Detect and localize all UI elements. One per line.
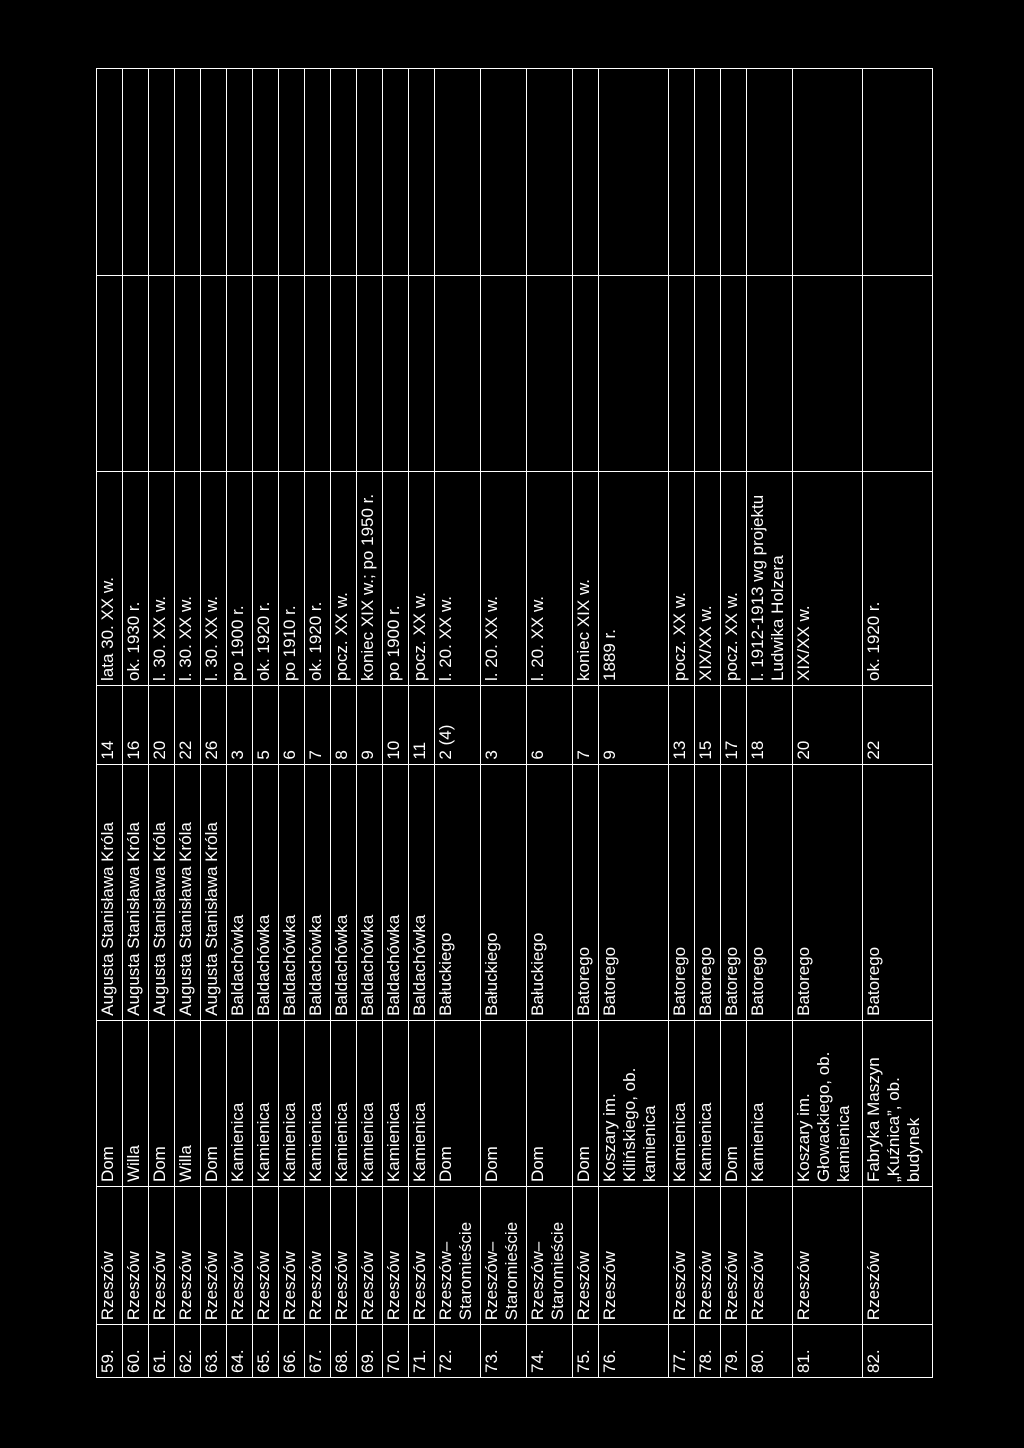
row-number: 70. [383, 1325, 409, 1378]
empty-cell [599, 276, 669, 472]
row-town: Rzeszów [573, 1187, 599, 1325]
row-house-number: 18 [747, 686, 793, 765]
row-number: 82. [863, 1325, 933, 1378]
row-street: Baldachówka [383, 764, 409, 1020]
row-object-type: Dom [721, 1020, 747, 1186]
row-house-number: 3 [481, 686, 527, 765]
row-dating: l. 30. XX w. [175, 472, 201, 686]
row-number: 64. [227, 1325, 253, 1378]
row-dating: l. 30. XX w. [201, 472, 227, 686]
empty-cell [97, 276, 123, 472]
empty-cell [863, 69, 933, 276]
table-row [721, 69, 747, 1378]
empty-cell [149, 276, 175, 472]
row-dating: l. 20. XX w. [481, 472, 527, 686]
row-street: Augusta Stanisława Króla [149, 764, 175, 1020]
row-town: Rzeszów [253, 1187, 279, 1325]
row-street: Bałuckiego [527, 764, 573, 1020]
empty-cell [201, 276, 227, 472]
table-row [669, 69, 695, 1378]
empty-cell [599, 69, 669, 276]
row-dating: ok. 1920 r. [305, 472, 331, 686]
table-row [409, 69, 435, 1378]
row-street: Batorego [721, 764, 747, 1020]
empty-cell [305, 276, 331, 472]
row-house-number: 22 [175, 686, 201, 765]
row-house-number: 15 [695, 686, 721, 765]
row-object-type: Dom [201, 1020, 227, 1186]
row-number: 59. [97, 1325, 123, 1378]
row-house-number: 16 [123, 686, 149, 765]
table-row [357, 69, 383, 1378]
row-number: 74. [527, 1325, 573, 1378]
row-house-number: 11 [409, 686, 435, 765]
row-house-number: 22 [863, 686, 933, 765]
table-row [253, 69, 279, 1378]
row-house-number: 6 [527, 686, 573, 765]
table-row [331, 69, 357, 1378]
empty-cell [695, 276, 721, 472]
row-street: Baldachówka [227, 764, 253, 1020]
empty-cell [669, 276, 695, 472]
row-street: Batorego [793, 764, 863, 1020]
table-row [481, 69, 527, 1378]
row-object-type: Kamienica [227, 1020, 253, 1186]
row-number: 72. [435, 1325, 481, 1378]
row-street: Baldachówka [331, 764, 357, 1020]
row-town: Rzeszów [721, 1187, 747, 1325]
table-row [599, 69, 669, 1378]
empty-cell [793, 69, 863, 276]
empty-cell [305, 69, 331, 276]
table-row [227, 69, 253, 1378]
row-street: Augusta Stanisława Króla [175, 764, 201, 1020]
row-town: Rzeszów [305, 1187, 331, 1325]
row-house-number: 5 [253, 686, 279, 765]
row-dating: ok. 1920 r. [253, 472, 279, 686]
row-object-type: Kamienica [253, 1020, 279, 1186]
empty-cell [175, 69, 201, 276]
row-object-type: Kamienica [357, 1020, 383, 1186]
row-object-type: Koszary im. Kilińskiego, ob. kamienica [599, 1020, 669, 1186]
row-house-number: 9 [599, 686, 669, 765]
row-number: 68. [331, 1325, 357, 1378]
row-street: Batorego [573, 764, 599, 1020]
row-dating: l. 30. XX w. [149, 472, 175, 686]
monument-register-table [96, 68, 922, 1378]
empty-cell [253, 276, 279, 472]
row-number: 61. [149, 1325, 175, 1378]
empty-cell [331, 276, 357, 472]
row-street: Augusta Stanisława Króla [201, 764, 227, 1020]
row-town: Rzeszów [599, 1187, 669, 1325]
empty-cell [357, 276, 383, 472]
row-object-type: Kamienica [695, 1020, 721, 1186]
empty-cell [669, 69, 695, 276]
row-street: Batorego [747, 764, 793, 1020]
row-object-type: Kamienica [409, 1020, 435, 1186]
row-object-type: Kamienica [331, 1020, 357, 1186]
row-number: 60. [123, 1325, 149, 1378]
row-number: 66. [279, 1325, 305, 1378]
row-street: Batorego [599, 764, 669, 1020]
empty-cell [863, 276, 933, 472]
row-dating: koniec XIX w.; po 1950 r. [357, 472, 383, 686]
row-object-type: Kamienica [305, 1020, 331, 1186]
table-row [279, 69, 305, 1378]
empty-cell [793, 276, 863, 472]
empty-cell [357, 69, 383, 276]
row-house-number: 7 [305, 686, 331, 765]
empty-cell [747, 69, 793, 276]
row-object-type: Kamienica [383, 1020, 409, 1186]
table-row [573, 69, 599, 1378]
row-object-type: Dom [481, 1020, 527, 1186]
row-town: Rzeszów [123, 1187, 149, 1325]
row-object-type: Kamienica [747, 1020, 793, 1186]
register-table-body [97, 69, 933, 1378]
row-number: 81. [793, 1325, 863, 1378]
table-row [383, 69, 409, 1378]
row-number: 75. [573, 1325, 599, 1378]
row-house-number: 26 [201, 686, 227, 765]
row-object-type: Dom [435, 1020, 481, 1186]
row-street: Batorego [669, 764, 695, 1020]
row-street: Batorego [863, 764, 933, 1020]
table-row [747, 69, 793, 1378]
row-town: Rzeszów [97, 1187, 123, 1325]
row-street: Baldachówka [357, 764, 383, 1020]
empty-cell [253, 69, 279, 276]
empty-cell [409, 276, 435, 472]
table-row [305, 69, 331, 1378]
table-row [793, 69, 863, 1378]
row-number: 73. [481, 1325, 527, 1378]
row-dating: 1889 r. [599, 472, 669, 686]
row-house-number: 8 [331, 686, 357, 765]
row-house-number: 10 [383, 686, 409, 765]
row-number: 62. [175, 1325, 201, 1378]
row-dating: pocz. XX w. [331, 472, 357, 686]
row-number: 63. [201, 1325, 227, 1378]
row-house-number: 20 [149, 686, 175, 765]
row-number: 69. [357, 1325, 383, 1378]
table-row [863, 69, 933, 1378]
row-town: Rzeszów [669, 1187, 695, 1325]
empty-cell [573, 69, 599, 276]
row-house-number: 9 [357, 686, 383, 765]
row-object-type: Kamienica [279, 1020, 305, 1186]
table-row [527, 69, 573, 1378]
empty-cell [695, 69, 721, 276]
row-dating: XIX/XX w. [793, 472, 863, 686]
empty-cell [527, 69, 573, 276]
row-town: Rzeszów– Staromieście [481, 1187, 527, 1325]
row-object-type: Kamienica [669, 1020, 695, 1186]
row-dating: po 1900 r. [383, 472, 409, 686]
empty-cell [721, 69, 747, 276]
row-town: Rzeszów [863, 1187, 933, 1325]
row-number: 71. [409, 1325, 435, 1378]
row-town: Rzeszów [383, 1187, 409, 1325]
row-street: Baldachówka [305, 764, 331, 1020]
row-dating: XIX/XX w. [695, 472, 721, 686]
empty-cell [279, 69, 305, 276]
row-house-number: 2 (4) [435, 686, 481, 765]
register-table [96, 68, 933, 1378]
table-row [435, 69, 481, 1378]
row-street: Augusta Stanisława Króla [97, 764, 123, 1020]
row-number: 76. [599, 1325, 669, 1378]
row-town: Rzeszów [227, 1187, 253, 1325]
row-house-number: 17 [721, 686, 747, 765]
empty-cell [123, 276, 149, 472]
empty-cell [175, 276, 201, 472]
row-town: Rzeszów [149, 1187, 175, 1325]
empty-cell [123, 69, 149, 276]
row-town: Rzeszów [793, 1187, 863, 1325]
row-street: Baldachówka [253, 764, 279, 1020]
row-house-number: 3 [227, 686, 253, 765]
row-town: Rzeszów [695, 1187, 721, 1325]
row-number: 65. [253, 1325, 279, 1378]
row-town: Rzeszów [409, 1187, 435, 1325]
empty-cell [573, 276, 599, 472]
row-dating: koniec XIX w. [573, 472, 599, 686]
row-house-number: 6 [279, 686, 305, 765]
row-dating: l. 1912-1913 wg projektu Ludwika Holzera [747, 472, 793, 686]
row-object-type: Willa [175, 1020, 201, 1186]
row-dating: pocz. XX w. [409, 472, 435, 686]
row-street: Bałuckiego [435, 764, 481, 1020]
row-town: Rzeszów [175, 1187, 201, 1325]
row-object-type: Fabryka Maszyn „Kuźnica”, ob. budynek [863, 1020, 933, 1186]
empty-cell [435, 69, 481, 276]
row-street: Bałuckiego [481, 764, 527, 1020]
table-row [695, 69, 721, 1378]
row-street: Batorego [695, 764, 721, 1020]
row-street: Baldachówka [409, 764, 435, 1020]
row-number: 67. [305, 1325, 331, 1378]
row-street: Baldachówka [279, 764, 305, 1020]
row-dating: l. 20. XX w. [527, 472, 573, 686]
empty-cell [97, 69, 123, 276]
empty-cell [227, 276, 253, 472]
table-row [175, 69, 201, 1378]
row-town: Rzeszów [279, 1187, 305, 1325]
row-town: Rzeszów [331, 1187, 357, 1325]
empty-cell [279, 276, 305, 472]
empty-cell [201, 69, 227, 276]
row-object-type: Dom [573, 1020, 599, 1186]
row-dating: ok. 1930 r. [123, 472, 149, 686]
row-dating: ok. 1920 r. [863, 472, 933, 686]
row-house-number: 14 [97, 686, 123, 765]
row-object-type: Koszary im. Głowackiego, ob. kamienica [793, 1020, 863, 1186]
table-row [201, 69, 227, 1378]
empty-cell [747, 276, 793, 472]
empty-cell [383, 276, 409, 472]
row-town: Rzeszów– Staromieście [527, 1187, 573, 1325]
table-row [123, 69, 149, 1378]
empty-cell [331, 69, 357, 276]
row-object-type: Willa [123, 1020, 149, 1186]
row-house-number: 20 [793, 686, 863, 765]
row-house-number: 13 [669, 686, 695, 765]
row-dating: po 1900 r. [227, 472, 253, 686]
row-town: Rzeszów [747, 1187, 793, 1325]
row-dating: l. 20. XX w. [435, 472, 481, 686]
row-house-number: 7 [573, 686, 599, 765]
row-town: Rzeszów– Staromieście [435, 1187, 481, 1325]
row-number: 77. [669, 1325, 695, 1378]
empty-cell [481, 276, 527, 472]
empty-cell [721, 276, 747, 472]
row-dating: pocz. XX w. [721, 472, 747, 686]
row-object-type: Dom [527, 1020, 573, 1186]
row-number: 80. [747, 1325, 793, 1378]
row-town: Rzeszów [201, 1187, 227, 1325]
table-row [97, 69, 123, 1378]
empty-cell [481, 69, 527, 276]
row-dating: po 1910 r. [279, 472, 305, 686]
empty-cell [149, 69, 175, 276]
empty-cell [435, 276, 481, 472]
empty-cell [227, 69, 253, 276]
row-dating: lata 30. XX w. [97, 472, 123, 686]
row-object-type: Dom [149, 1020, 175, 1186]
row-number: 78. [695, 1325, 721, 1378]
empty-cell [409, 69, 435, 276]
row-dating: pocz. XX w. [669, 472, 695, 686]
row-street: Augusta Stanisława Króla [123, 764, 149, 1020]
row-town: Rzeszów [357, 1187, 383, 1325]
empty-cell [383, 69, 409, 276]
row-number: 79. [721, 1325, 747, 1378]
empty-cell [527, 276, 573, 472]
table-row [149, 69, 175, 1378]
row-object-type: Dom [97, 1020, 123, 1186]
